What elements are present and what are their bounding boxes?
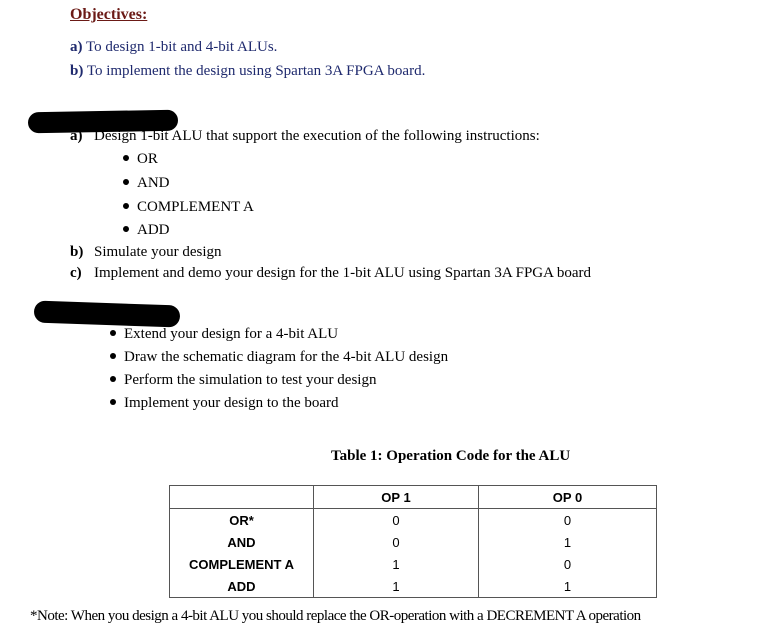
op1-cell: 1 bbox=[314, 575, 479, 598]
footnote: *Note: When you design a 4-bit ALU you should replace the OR-operation with a DECREMENT A operation bbox=[30, 608, 641, 624]
op1-cell: 0 bbox=[314, 509, 479, 532]
objective-marker: a) bbox=[70, 39, 83, 55]
bullet-item bbox=[110, 395, 339, 412]
task-item bbox=[70, 244, 222, 261]
instruction-item bbox=[123, 175, 170, 192]
objective-item bbox=[70, 39, 277, 56]
bullet-icon bbox=[123, 179, 129, 185]
bullet-text: Extend your design for a 4-bit ALU bbox=[124, 326, 339, 342]
instruction-text: ADD bbox=[137, 222, 170, 238]
instruction-text: OR bbox=[137, 151, 158, 167]
bullet-item bbox=[110, 349, 448, 366]
instruction-item bbox=[123, 199, 254, 216]
bullet-icon bbox=[110, 330, 116, 336]
objective-marker: b) bbox=[70, 63, 84, 79]
operation-cell: OR* bbox=[170, 509, 314, 532]
table-header-row bbox=[170, 486, 657, 509]
operation-cell: ADD bbox=[170, 575, 314, 598]
table-header-cell: OP 0 bbox=[479, 486, 657, 509]
instruction-text: AND bbox=[137, 175, 170, 191]
task-item bbox=[70, 265, 591, 282]
bullet-text: Implement your design to the board bbox=[124, 395, 339, 411]
task-marker: b) bbox=[70, 244, 84, 260]
table-row bbox=[170, 531, 657, 553]
table-header-cell bbox=[170, 486, 314, 509]
objectives-heading: Objectives: bbox=[70, 6, 148, 23]
instruction-item bbox=[123, 151, 158, 168]
objective-item bbox=[70, 63, 425, 80]
instruction-text: COMPLEMENT A bbox=[137, 199, 254, 215]
operation-cell: AND bbox=[170, 531, 314, 553]
table-row bbox=[170, 575, 657, 598]
op1-cell: 1 bbox=[314, 553, 479, 575]
bullet-text: Perform the simulation to test your design bbox=[124, 372, 377, 388]
bullet-text: Draw the schematic diagram for the 4-bit ALU design bbox=[124, 349, 449, 365]
task-text: Simulate your design bbox=[94, 244, 222, 260]
table-row bbox=[170, 509, 657, 532]
op0-cell: 1 bbox=[479, 575, 657, 598]
op1-cell: 0 bbox=[314, 531, 479, 553]
bullet-icon bbox=[123, 203, 129, 209]
bullet-icon bbox=[110, 399, 116, 405]
table-header-cell: OP 1 bbox=[314, 486, 479, 509]
task-text: Design 1-bit ALU that support the execution of the following instructions: bbox=[94, 128, 540, 144]
task-text: Implement and demo your design for the 1-bit ALU using Spartan 3A FPGA board bbox=[94, 265, 592, 281]
bullet-icon bbox=[123, 226, 129, 232]
objective-text: To implement the design using Spartan 3A FPGA board. bbox=[86, 63, 426, 79]
op0-cell: 1 bbox=[479, 531, 657, 553]
op0-cell: 0 bbox=[479, 509, 657, 532]
task-marker: a) bbox=[70, 128, 83, 144]
bullet-icon bbox=[110, 353, 116, 359]
bullet-item bbox=[110, 372, 376, 389]
bullet-icon bbox=[123, 155, 129, 161]
table-row bbox=[170, 553, 657, 575]
bullet-item bbox=[110, 326, 338, 343]
operation-cell: COMPLEMENT A bbox=[170, 553, 314, 575]
instruction-item bbox=[123, 222, 170, 239]
bullet-icon bbox=[110, 376, 116, 382]
objective-text: To design 1-bit and 4-bit ALUs. bbox=[85, 39, 278, 55]
op0-cell: 0 bbox=[479, 553, 657, 575]
task-item bbox=[70, 128, 540, 145]
task-marker: c) bbox=[70, 265, 82, 281]
table-caption: Table 1: Operation Code for the ALU bbox=[331, 448, 571, 464]
opcode-table bbox=[169, 485, 657, 598]
redaction-mark bbox=[34, 300, 181, 327]
